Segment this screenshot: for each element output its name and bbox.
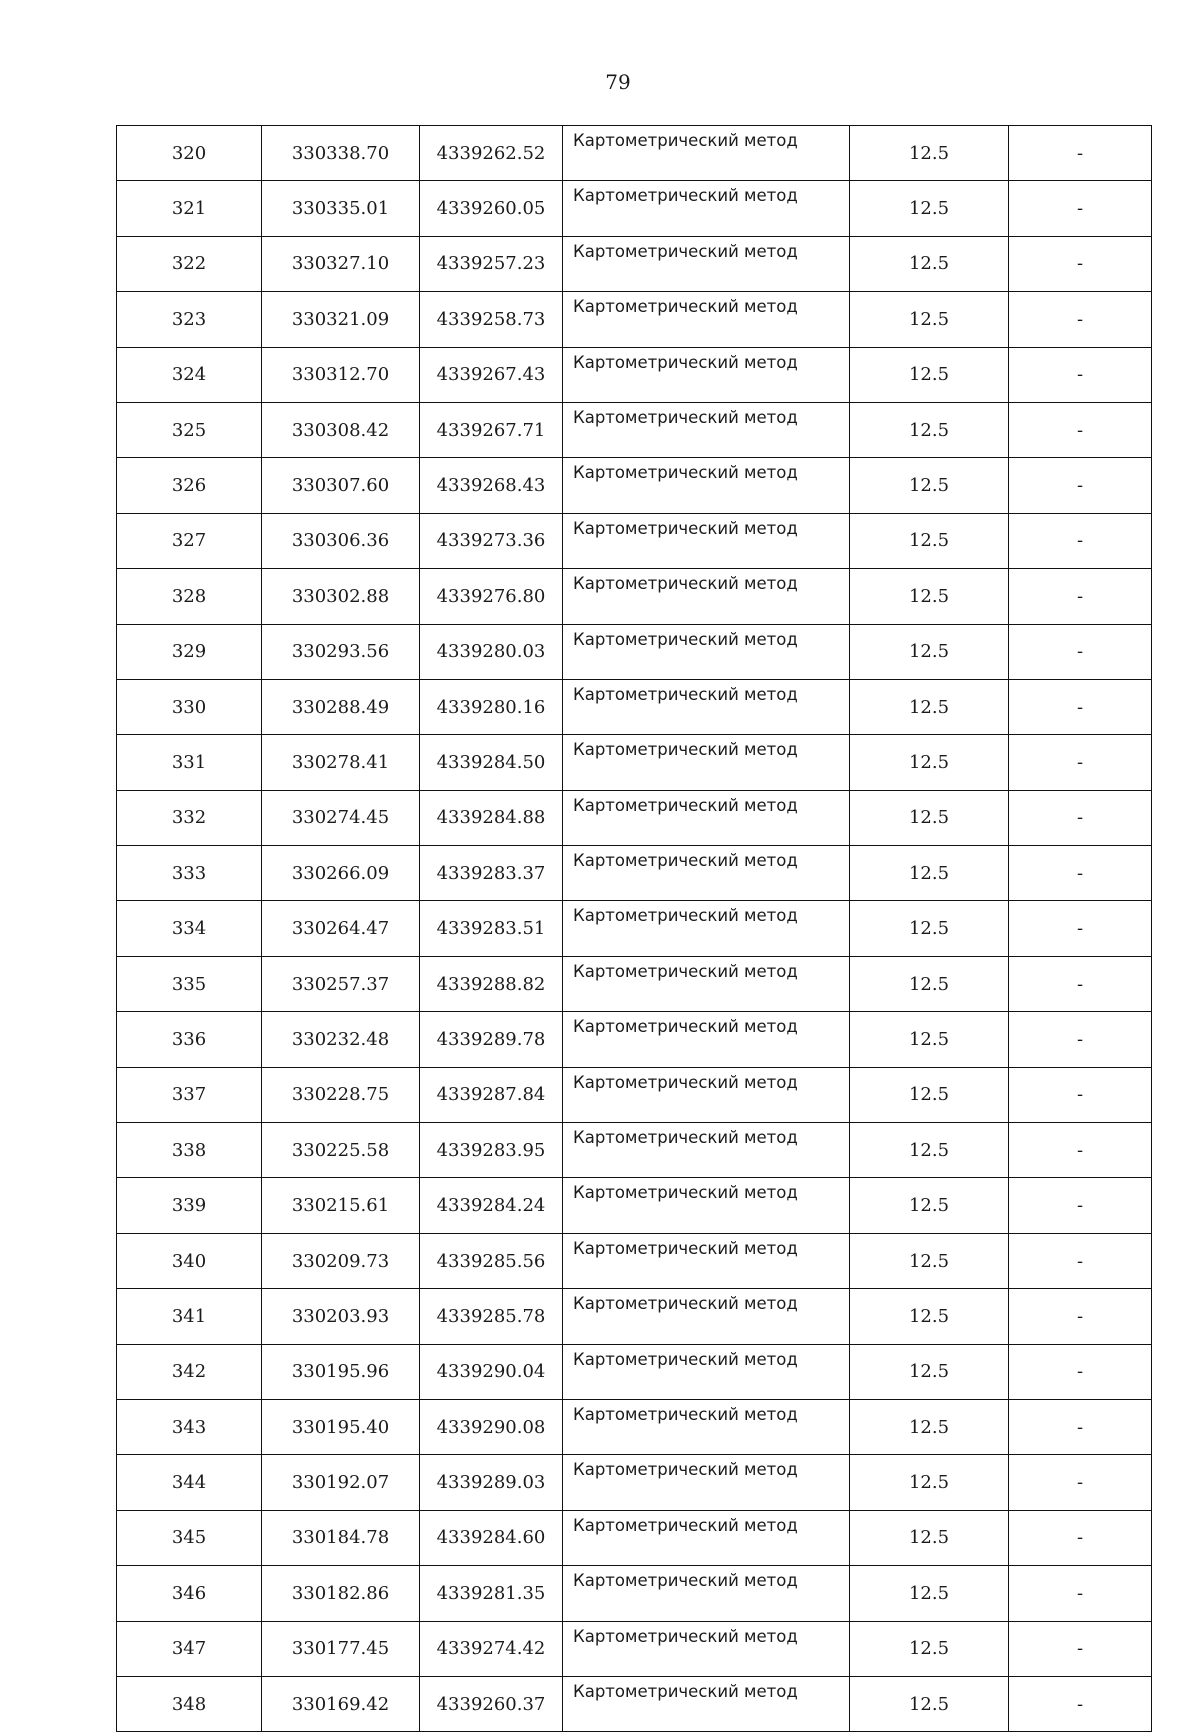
cell-coord-x: 330232.48 <box>262 1012 420 1067</box>
table-row <box>117 1455 1152 1510</box>
cell-coord-x: 330169.42 <box>262 1676 420 1731</box>
cell-point-number: 340 <box>117 1233 262 1288</box>
cell-method: Картометрический метод <box>563 1510 850 1565</box>
cell-accuracy: 12.5 <box>850 513 1009 568</box>
cell-accuracy: 12.5 <box>850 236 1009 291</box>
cell-coord-y: 4339284.24 <box>420 1178 563 1233</box>
cell-accuracy: 12.5 <box>850 679 1009 734</box>
cell-coord-x: 330302.88 <box>262 569 420 624</box>
cell-point-number: 330 <box>117 679 262 734</box>
table-row <box>117 1289 1152 1344</box>
table-row <box>117 1344 1152 1399</box>
table-row <box>117 846 1152 901</box>
cell-note: - <box>1009 347 1152 402</box>
cell-coord-y: 4339289.78 <box>420 1012 563 1067</box>
cell-point-number: 327 <box>117 513 262 568</box>
table-row <box>117 458 1152 513</box>
cell-point-number: 337 <box>117 1067 262 1122</box>
cell-method: Картометрический метод <box>563 624 850 679</box>
cell-note: - <box>1009 790 1152 845</box>
table-row <box>117 1233 1152 1288</box>
cell-note: - <box>1009 1067 1152 1122</box>
cell-point-number: 347 <box>117 1621 262 1676</box>
cell-accuracy: 12.5 <box>850 1399 1009 1454</box>
cell-coord-y: 4339284.60 <box>420 1510 563 1565</box>
cell-accuracy: 12.5 <box>850 956 1009 1011</box>
cell-coord-y: 4339281.35 <box>420 1566 563 1621</box>
cell-point-number: 333 <box>117 846 262 901</box>
cell-coord-x: 330209.73 <box>262 1233 420 1288</box>
cell-point-number: 339 <box>117 1178 262 1233</box>
cell-accuracy: 12.5 <box>850 624 1009 679</box>
cell-accuracy: 12.5 <box>850 1455 1009 1510</box>
cell-method: Картометрический метод <box>563 402 850 457</box>
cell-note: - <box>1009 236 1152 291</box>
cell-coord-y: 4339289.03 <box>420 1455 563 1510</box>
cell-method: Картометрический метод <box>563 679 850 734</box>
cell-coord-y: 4339283.95 <box>420 1123 563 1178</box>
cell-accuracy: 12.5 <box>850 1344 1009 1399</box>
cell-note: - <box>1009 846 1152 901</box>
cell-accuracy: 12.5 <box>850 1621 1009 1676</box>
cell-point-number: 329 <box>117 624 262 679</box>
cell-coord-y: 4339285.78 <box>420 1289 563 1344</box>
cell-coord-x: 330274.45 <box>262 790 420 845</box>
cell-coord-x: 330293.56 <box>262 624 420 679</box>
cell-accuracy: 12.5 <box>850 1178 1009 1233</box>
cell-method: Картометрический метод <box>563 1621 850 1676</box>
cell-point-number: 324 <box>117 347 262 402</box>
table-row <box>117 513 1152 568</box>
cell-coord-y: 4339268.43 <box>420 458 563 513</box>
cell-point-number: 342 <box>117 1344 262 1399</box>
cell-accuracy: 12.5 <box>850 569 1009 624</box>
cell-coord-x: 330335.01 <box>262 181 420 236</box>
cell-coord-y: 4339283.51 <box>420 901 563 956</box>
cell-note: - <box>1009 458 1152 513</box>
cell-coord-y: 4339287.84 <box>420 1067 563 1122</box>
cell-coord-y: 4339257.23 <box>420 236 563 291</box>
cell-accuracy: 12.5 <box>850 1123 1009 1178</box>
table-row <box>117 1123 1152 1178</box>
cell-accuracy: 12.5 <box>850 1676 1009 1731</box>
cell-coord-x: 330312.70 <box>262 347 420 402</box>
cell-coord-x: 330228.75 <box>262 1067 420 1122</box>
cell-coord-x: 330257.37 <box>262 956 420 1011</box>
cell-coord-y: 4339290.08 <box>420 1399 563 1454</box>
cell-note: - <box>1009 1399 1152 1454</box>
table-row <box>117 347 1152 402</box>
cell-coord-y: 4339280.03 <box>420 624 563 679</box>
cell-note: - <box>1009 1178 1152 1233</box>
cell-coord-y: 4339280.16 <box>420 679 563 734</box>
cell-coord-x: 330321.09 <box>262 292 420 347</box>
table-row <box>117 1067 1152 1122</box>
cell-accuracy: 12.5 <box>850 1510 1009 1565</box>
table-row <box>117 292 1152 347</box>
cell-accuracy: 12.5 <box>850 1067 1009 1122</box>
cell-note: - <box>1009 181 1152 236</box>
cell-coord-x: 330278.41 <box>262 735 420 790</box>
table-row <box>117 1399 1152 1454</box>
cell-note: - <box>1009 1510 1152 1565</box>
cell-method: Картометрический метод <box>563 1178 850 1233</box>
cell-point-number: 331 <box>117 735 262 790</box>
cell-coord-x: 330338.70 <box>262 126 420 181</box>
cell-method: Картометрический метод <box>563 790 850 845</box>
table-row <box>117 679 1152 734</box>
cell-point-number: 326 <box>117 458 262 513</box>
cell-method: Картометрический метод <box>563 1566 850 1621</box>
cell-point-number: 320 <box>117 126 262 181</box>
cell-coord-x: 330182.86 <box>262 1566 420 1621</box>
cell-point-number: 338 <box>117 1123 262 1178</box>
cell-coord-x: 330264.47 <box>262 901 420 956</box>
cell-method: Картометрический метод <box>563 956 850 1011</box>
table-row <box>117 569 1152 624</box>
table-row <box>117 790 1152 845</box>
table-row <box>117 126 1152 181</box>
cell-coord-y: 4339260.37 <box>420 1676 563 1731</box>
cell-note: - <box>1009 901 1152 956</box>
cell-note: - <box>1009 624 1152 679</box>
coordinates-table-body <box>117 126 1152 1732</box>
cell-accuracy: 12.5 <box>850 402 1009 457</box>
cell-coord-y: 4339290.04 <box>420 1344 563 1399</box>
cell-coord-x: 330203.93 <box>262 1289 420 1344</box>
cell-coord-x: 330177.45 <box>262 1621 420 1676</box>
table-row <box>117 1510 1152 1565</box>
cell-point-number: 343 <box>117 1399 262 1454</box>
cell-method: Картометрический метод <box>563 236 850 291</box>
cell-coord-y: 4339258.73 <box>420 292 563 347</box>
cell-accuracy: 12.5 <box>850 846 1009 901</box>
cell-note: - <box>1009 735 1152 790</box>
cell-accuracy: 12.5 <box>850 292 1009 347</box>
cell-coord-x: 330225.58 <box>262 1123 420 1178</box>
table-row <box>117 236 1152 291</box>
cell-method: Картометрический метод <box>563 1289 850 1344</box>
table-row <box>117 1566 1152 1621</box>
cell-coord-x: 330184.78 <box>262 1510 420 1565</box>
cell-accuracy: 12.5 <box>850 458 1009 513</box>
cell-accuracy: 12.5 <box>850 181 1009 236</box>
cell-accuracy: 12.5 <box>850 735 1009 790</box>
cell-method: Картометрический метод <box>563 513 850 568</box>
cell-coord-y: 4339262.52 <box>420 126 563 181</box>
cell-method: Картометрический метод <box>563 126 850 181</box>
coordinates-table <box>116 125 1152 1732</box>
cell-method: Картометрический метод <box>563 347 850 402</box>
table-row <box>117 1178 1152 1233</box>
cell-coord-y: 4339273.36 <box>420 513 563 568</box>
cell-coord-y: 4339276.80 <box>420 569 563 624</box>
cell-coord-y: 4339260.05 <box>420 181 563 236</box>
cell-note: - <box>1009 1344 1152 1399</box>
cell-point-number: 334 <box>117 901 262 956</box>
cell-accuracy: 12.5 <box>850 1566 1009 1621</box>
cell-note: - <box>1009 1012 1152 1067</box>
cell-point-number: 344 <box>117 1455 262 1510</box>
cell-accuracy: 12.5 <box>850 1012 1009 1067</box>
cell-note: - <box>1009 1566 1152 1621</box>
cell-note: - <box>1009 569 1152 624</box>
cell-method: Картометрический метод <box>563 1344 850 1399</box>
cell-note: - <box>1009 679 1152 734</box>
cell-coord-x: 330308.42 <box>262 402 420 457</box>
table-row <box>117 402 1152 457</box>
cell-method: Картометрический метод <box>563 292 850 347</box>
cell-coord-x: 330307.60 <box>262 458 420 513</box>
cell-accuracy: 12.5 <box>850 901 1009 956</box>
cell-point-number: 336 <box>117 1012 262 1067</box>
cell-method: Картометрический метод <box>563 1012 850 1067</box>
cell-note: - <box>1009 513 1152 568</box>
cell-coord-y: 4339284.88 <box>420 790 563 845</box>
cell-coord-x: 330327.10 <box>262 236 420 291</box>
table-row <box>117 624 1152 679</box>
cell-point-number: 341 <box>117 1289 262 1344</box>
table-row <box>117 181 1152 236</box>
cell-point-number: 323 <box>117 292 262 347</box>
cell-coord-x: 330195.96 <box>262 1344 420 1399</box>
cell-accuracy: 12.5 <box>850 790 1009 845</box>
cell-note: - <box>1009 956 1152 1011</box>
table-row <box>117 1012 1152 1067</box>
cell-point-number: 325 <box>117 402 262 457</box>
cell-method: Картометрический метод <box>563 181 850 236</box>
cell-note: - <box>1009 126 1152 181</box>
cell-note: - <box>1009 402 1152 457</box>
cell-method: Картометрический метод <box>563 1399 850 1454</box>
page-number: 79 <box>605 70 631 94</box>
cell-coord-x: 330288.49 <box>262 679 420 734</box>
cell-coord-y: 4339267.43 <box>420 347 563 402</box>
cell-method: Картометрический метод <box>563 1676 850 1731</box>
cell-accuracy: 12.5 <box>850 347 1009 402</box>
table-row <box>117 735 1152 790</box>
cell-accuracy: 12.5 <box>850 1233 1009 1288</box>
cell-note: - <box>1009 1233 1152 1288</box>
cell-coord-y: 4339284.50 <box>420 735 563 790</box>
cell-point-number: 328 <box>117 569 262 624</box>
cell-point-number: 348 <box>117 1676 262 1731</box>
cell-point-number: 345 <box>117 1510 262 1565</box>
cell-note: - <box>1009 1123 1152 1178</box>
cell-coord-x: 330192.07 <box>262 1455 420 1510</box>
cell-point-number: 322 <box>117 236 262 291</box>
cell-coord-y: 4339288.82 <box>420 956 563 1011</box>
cell-coord-x: 330215.61 <box>262 1178 420 1233</box>
cell-coord-x: 330195.40 <box>262 1399 420 1454</box>
cell-accuracy: 12.5 <box>850 126 1009 181</box>
cell-point-number: 346 <box>117 1566 262 1621</box>
table-row <box>117 956 1152 1011</box>
cell-point-number: 335 <box>117 956 262 1011</box>
cell-point-number: 321 <box>117 181 262 236</box>
cell-accuracy: 12.5 <box>850 1289 1009 1344</box>
cell-note: - <box>1009 1455 1152 1510</box>
cell-note: - <box>1009 1289 1152 1344</box>
cell-note: - <box>1009 1676 1152 1731</box>
cell-method: Картометрический метод <box>563 901 850 956</box>
cell-coord-x: 330306.36 <box>262 513 420 568</box>
cell-method: Картометрический метод <box>563 1067 850 1122</box>
cell-coord-y: 4339283.37 <box>420 846 563 901</box>
cell-point-number: 332 <box>117 790 262 845</box>
cell-method: Картометрический метод <box>563 1233 850 1288</box>
cell-coord-x: 330266.09 <box>262 846 420 901</box>
cell-coord-y: 4339274.42 <box>420 1621 563 1676</box>
cell-note: - <box>1009 1621 1152 1676</box>
cell-method: Картометрический метод <box>563 1123 850 1178</box>
cell-method: Картометрический метод <box>563 569 850 624</box>
table-row <box>117 1676 1152 1731</box>
table-row <box>117 901 1152 956</box>
cell-method: Картометрический метод <box>563 458 850 513</box>
cell-method: Картометрический метод <box>563 735 850 790</box>
cell-coord-y: 4339267.71 <box>420 402 563 457</box>
cell-method: Картометрический метод <box>563 1455 850 1510</box>
cell-coord-y: 4339285.56 <box>420 1233 563 1288</box>
table-row <box>117 1621 1152 1676</box>
cell-note: - <box>1009 292 1152 347</box>
cell-method: Картометрический метод <box>563 846 850 901</box>
